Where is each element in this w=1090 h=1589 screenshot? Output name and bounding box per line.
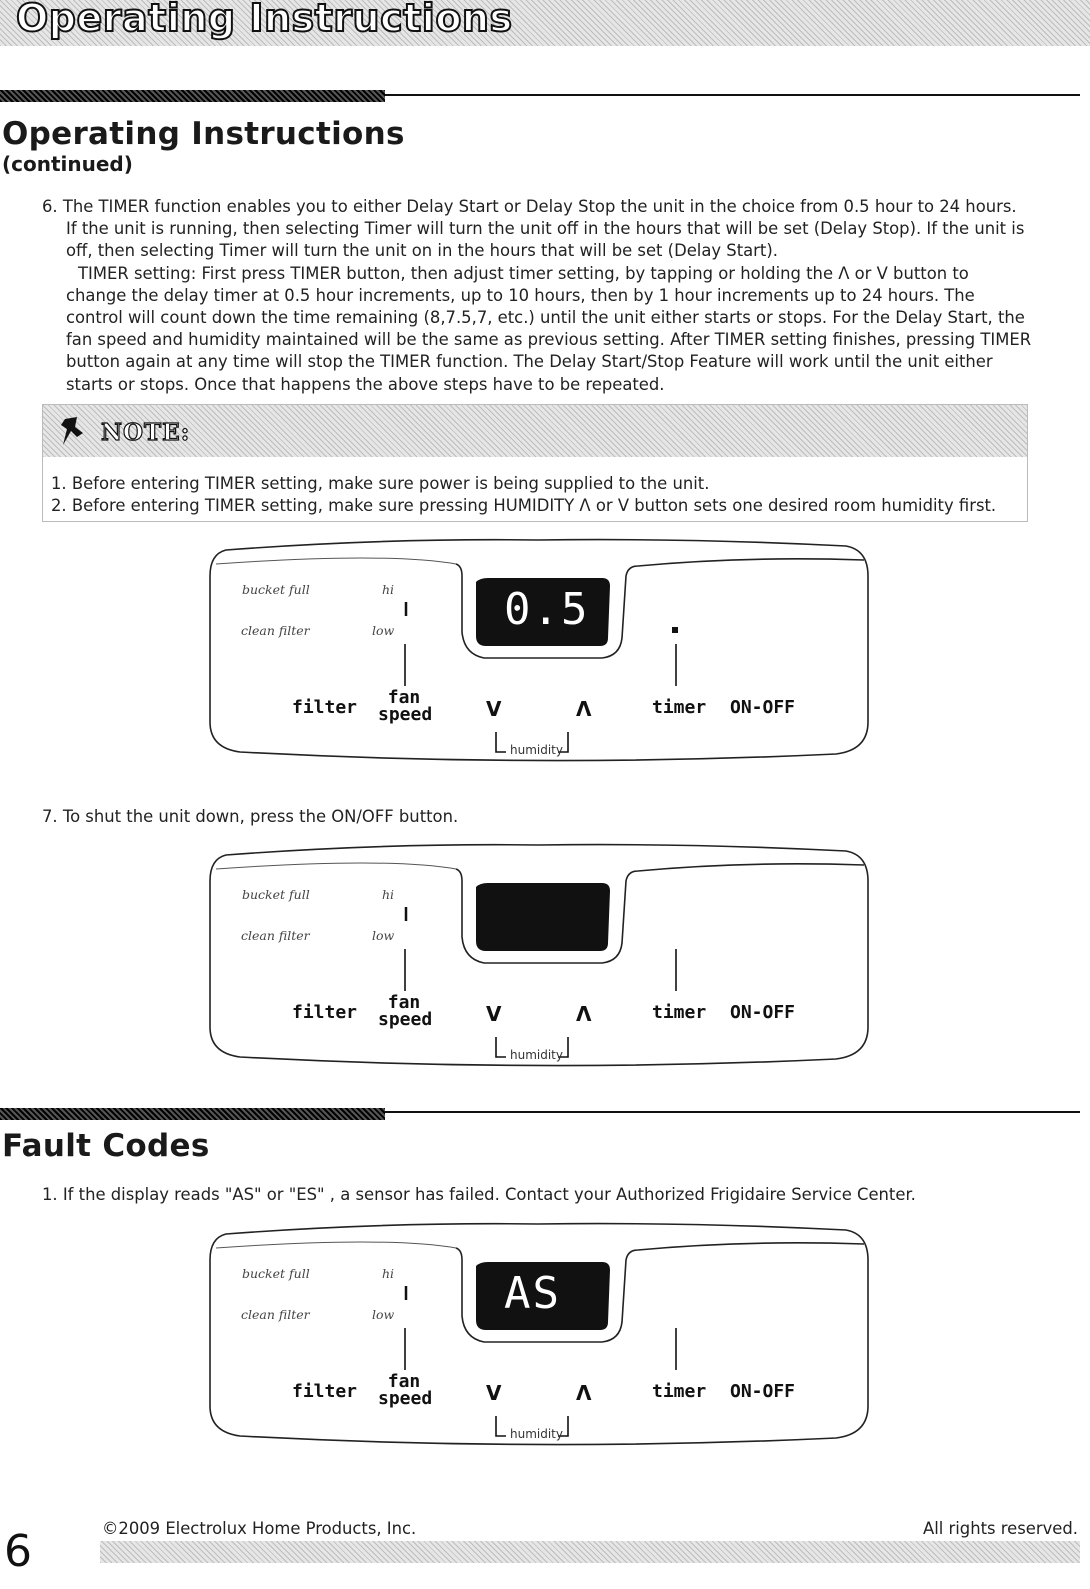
item-6-line: starts or stops. Once that happens the above steps have to be repeated. xyxy=(66,374,665,394)
hi-indicator: hi xyxy=(382,582,395,597)
item-6-line: If the unit is running, then selecting Timer will turn the unit off in the hours that will be set (Delay Stop). If the unit is xyxy=(66,219,1025,239)
timer-button[interactable]: timer xyxy=(652,697,707,718)
fan-speed-button[interactable] xyxy=(378,1371,433,1409)
section-title-fault-codes: Fault Codes xyxy=(2,1128,210,1164)
clean-filter-indicator: clean filter xyxy=(241,623,310,638)
note-line: 1. Before entering TIMER setting, make sure power is being supplied to the unit. xyxy=(51,474,710,493)
low-indicator: low xyxy=(372,1307,395,1322)
note-box xyxy=(42,404,1028,522)
speed-label: speed xyxy=(378,704,433,725)
control-panel-off xyxy=(206,841,870,1067)
clean-filter-indicator: clean filter xyxy=(241,928,310,943)
hi-indicator: hi xyxy=(382,887,395,902)
section-title-operating: Operating Instructions xyxy=(2,116,405,152)
on-off-button[interactable]: ON-OFF xyxy=(730,1381,796,1402)
item-6-line: TIMER setting: First press TIMER button, then adjust timer setting, by tapping or holding the Λ or V button to xyxy=(78,263,969,283)
item-6-paragraph xyxy=(42,196,1031,396)
panel-outline xyxy=(206,1220,870,1446)
lcd-screen xyxy=(476,883,610,951)
panel-outline xyxy=(206,841,870,1067)
humidity-up-button[interactable]: Λ xyxy=(576,1381,592,1405)
section-rule-line xyxy=(385,1111,1080,1113)
item-6-line: fan speed and humidity maintained will be the same as previous setting. After TIMER setting finishes, pressing TIMER xyxy=(66,330,1032,350)
note-body xyxy=(51,473,996,517)
bucket-full-indicator: bucket full xyxy=(242,1266,310,1281)
fan-label: fan xyxy=(387,687,421,708)
note-header xyxy=(43,405,1027,457)
top-banner xyxy=(0,0,1090,46)
humidity-label: humidity xyxy=(510,1427,563,1441)
pushpin-icon xyxy=(59,415,89,449)
humidity-label: humidity xyxy=(510,1048,563,1062)
bucket-full-indicator: bucket full xyxy=(242,582,310,597)
lcd-display-readout: AS xyxy=(504,1268,561,1319)
item-6-line: 6. The TIMER function enables you to either Delay Start or Delay Stop the unit in the choice from 0.5 hour to 24 hours. xyxy=(42,197,1017,216)
banner-title: Operating Instructions xyxy=(16,0,513,40)
humidity-up-button[interactable]: Λ xyxy=(576,1002,592,1026)
on-off-button[interactable]: ON-OFF xyxy=(730,697,796,718)
humidity-down-button[interactable]: V xyxy=(486,1381,502,1405)
timer-led-icon xyxy=(672,627,678,633)
control-panel-fault xyxy=(206,1220,870,1446)
on-off-button[interactable]: ON-OFF xyxy=(730,1002,796,1023)
item-6-line: off, then selecting Timer will turn the unit on in the hours that will be set (Delay Start). xyxy=(66,241,778,261)
fan-speed-button[interactable] xyxy=(378,687,433,725)
fan-label: fan xyxy=(387,992,421,1013)
fault-item-1: 1. If the display reads "AS" or "ES" , a sensor has failed. Contact your Authorized Frigidaire Service Center. xyxy=(42,1185,916,1204)
humidity-down-button[interactable]: V xyxy=(486,697,502,721)
filter-button[interactable]: filter xyxy=(292,1002,358,1023)
clean-filter-indicator: clean filter xyxy=(241,1307,310,1322)
footer-copyright: ©2009 Electrolux Home Products, Inc. xyxy=(102,1519,417,1538)
speed-label: speed xyxy=(378,1388,433,1409)
timer-button[interactable]: timer xyxy=(652,1002,707,1023)
hi-indicator: hi xyxy=(382,1266,395,1281)
footer-strip xyxy=(100,1541,1080,1563)
page-number: 6 xyxy=(4,1526,32,1577)
section-subtitle: (continued) xyxy=(2,152,133,176)
lcd-display-readout: 0.5 xyxy=(504,584,590,635)
item-6-line: control will count down the time remaining (8,7.5,7, etc.) until the unit either starts or stops. For the Delay Start, the xyxy=(66,308,1025,328)
low-indicator: low xyxy=(372,928,395,943)
item-7-text: 7. To shut the unit down, press the ON/OFF button. xyxy=(42,807,459,826)
fan-speed-button[interactable] xyxy=(378,992,433,1030)
bucket-full-indicator: bucket full xyxy=(242,887,310,902)
control-panel-timer xyxy=(206,536,870,762)
low-indicator: low xyxy=(372,623,395,638)
humidity-down-button[interactable]: V xyxy=(486,1002,502,1026)
panel-outline xyxy=(206,536,870,762)
speed-label: speed xyxy=(378,1009,433,1030)
item-6-line: button again at any time will stop the TIMER function. The Delay Start/Stop Feature will work until the unit either xyxy=(66,352,993,372)
humidity-up-button[interactable]: Λ xyxy=(576,697,592,721)
filter-button[interactable]: filter xyxy=(292,697,358,718)
humidity-label: humidity xyxy=(510,743,563,757)
timer-button[interactable]: timer xyxy=(652,1381,707,1402)
section-rule-block xyxy=(0,1108,385,1120)
item-6-line: change the delay timer at 0.5 hour increments, up to 10 hours, then by 1 hour increments up to 24 hours. The xyxy=(66,285,975,305)
note-label: NOTE: xyxy=(101,419,191,446)
fan-label: fan xyxy=(387,1371,421,1392)
note-line: 2. Before entering TIMER setting, make sure pressing HUMIDITY Λ or V button sets one desired room humidity first. xyxy=(51,496,997,515)
footer-rights: All rights reserved. xyxy=(922,1519,1078,1538)
section-rule-line xyxy=(385,94,1080,96)
filter-button[interactable]: filter xyxy=(292,1381,358,1402)
section-rule-block xyxy=(0,90,385,102)
